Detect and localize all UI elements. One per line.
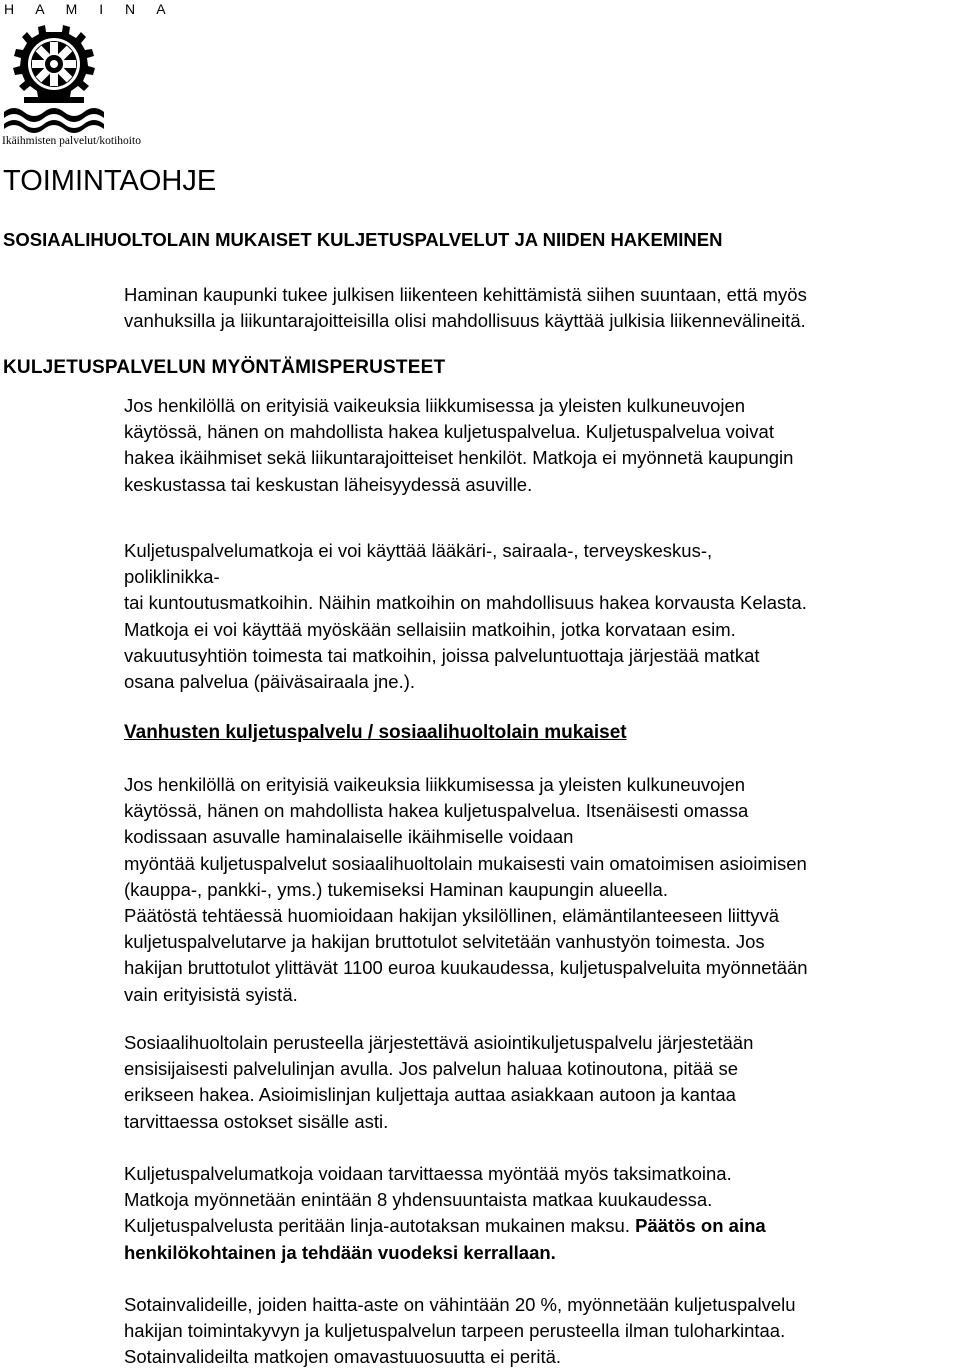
paragraph-line: kuljetuspalvelutarve ja hakijan bruttotulot selvitetään vanhustyön toimesta. Jos: [124, 931, 765, 953]
intro-line: Haminan kaupunki tukee julkisen liikenteen kehittämistä siihen suuntaan, että myös: [124, 284, 807, 305]
intro-line: vanhuksilla ja liikuntarajoitteisilla olisi mahdollisuus käyttää julkisia liikennevälineitä.: [124, 310, 806, 331]
paragraph-line: keskustassa tai keskustan läheisyydessä asuville.: [124, 473, 533, 495]
paragraph-line: (kauppa-, pankki-, yms.) tukemiseksi Haminan kaupungin alueella.: [124, 878, 668, 900]
decision-note-bold: Päätös on aina: [635, 1215, 766, 1237]
paragraph-line: Matkoja ei voi käyttää myöskään sellaisiin matkoihin, jotka korvataan esim.: [124, 618, 736, 640]
logo-wordmark: H A M I N A: [4, 1, 175, 17]
paragraph-line: Sotainvalideilta matkojen omavastuuosuutta ei peritä.: [124, 1346, 562, 1368]
paragraph-line: Jos henkilöllä on erityisiä vaikeuksia liikkumisessa ja yleisten kulkuneuvojen: [124, 395, 746, 416]
paragraph-line: käytössä, hänen on mahdollista hakea kuljetuspalvelua. Kuljetuspalvelua voivat: [124, 421, 774, 443]
intro-paragraph: [124, 282, 960, 334]
paragraph-line: vain erityisistä syistä.: [124, 983, 298, 1005]
paragraph-line: osana palvelua (päiväsairaala jne.).: [124, 671, 416, 693]
section-paragraph-1: [124, 772, 960, 1008]
paragraph-line: myöntää kuljetuspalvelut sosiaalihuoltolain mukaisesti vain omatoimisen asioimisen: [124, 852, 807, 874]
criteria-paragraph-2: [124, 538, 960, 695]
paragraph-line: hakea ikäihmiset sekä liikuntarajoitteiset henkilöt. Matkoja ei myönnetä kaupungin: [124, 447, 794, 469]
paragraph-line: ensisijaisesti palvelulinjan avulla. Jos palvelun haluaa kotinoutona, pitää se: [124, 1058, 738, 1080]
paragraph-line: Sosiaalihuoltolain perusteella järjestettävä asiointikuljetuspalvelu järjestetään: [124, 1032, 754, 1053]
section-paragraph-4: [124, 1292, 960, 1371]
paragraph-line: Kuljetuspalvelumatkoja ei voi käyttää lääkäri-, sairaala-, terveyskeskus-,: [124, 540, 713, 561]
fee-text: Kuljetuspalvelusta peritään linja-autotaksan mukainen maksu.: [124, 1215, 630, 1237]
page-title: TOIMINTAOHJE: [3, 165, 217, 197]
paragraph-line: erikseen hakea. Asioimislinjan kuljettaja auttaa asiakkaan autoon ja kantaa: [124, 1084, 736, 1106]
paragraph-line: tai kuntoutusmatkoihin. Näihin matkoihin on mahdollisuus hakea korvausta Kelasta.: [124, 592, 807, 614]
paragraph-line: käytössä, hänen on mahdollista hakea kuljetuspalvelua. Itsenäisesti omassa: [124, 800, 749, 822]
section-paragraph-3: [124, 1161, 960, 1266]
paragraph-line: poliklinikka-: [124, 566, 220, 588]
paragraph-line: Matkoja myönnetään enintään 8 yhdensuuntaista matkaa kuukaudessa.: [124, 1189, 713, 1211]
criteria-paragraph-1: [124, 393, 960, 498]
paragraph-line: Jos henkilöllä on erityisiä vaikeuksia liikkumisessa ja yleisten kulkuneuvojen: [124, 774, 746, 795]
hamina-emblem-icon: [2, 22, 107, 134]
section-paragraph-2: [124, 1030, 960, 1135]
paragraph-line: hakijan toimintakyvyn ja kuljetuspalvelun tarpeen perusteella ilman tuloharkintaa.: [124, 1320, 786, 1342]
decision-note-bold-continued: henkilökohtainen ja tehdään vuodeksi kerrallaan.: [124, 1241, 556, 1263]
paragraph-line-mixed: [124, 1213, 960, 1239]
paragraph-line: Päätöstä tehtäessä huomioidaan hakijan yksilöllinen, elämäntilanteeseen liittyvä: [124, 905, 780, 927]
paragraph-line: kodissaan asuvalle haminalaiselle ikäihmiselle voidaan: [124, 826, 574, 848]
criteria-heading: KULJETUSPALVELUN MYÖNTÄMISPERUSTEET: [3, 357, 446, 378]
paragraph-line: tarvittaessa ostokset sisälle asti.: [124, 1110, 389, 1132]
department-caption: Ikäihmisten palvelut/kotihoito: [2, 135, 141, 147]
paragraph-line: Kuljetuspalvelumatkoja voidaan tarvittaessa myöntää myös taksimatkoina.: [124, 1163, 732, 1184]
document-subtitle: SOSIAALIHUOLTOLAIN MUKAISET KULJETUSPALVELUT JA NIIDEN HAKEMINEN: [3, 229, 723, 250]
section-heading: Vanhusten kuljetuspalvelu / sosiaalihuoltolain mukaiset: [124, 722, 627, 743]
paragraph-line: Sotainvalideille, joiden haitta-aste on vähintään 20 %, myönnetään kuljetuspalvelu: [124, 1294, 796, 1315]
paragraph-line: hakijan bruttotulot ylittävät 1100 euroa kuukaudessa, kuljetuspalveluita myönnetään: [124, 957, 808, 979]
paragraph-line: vakuutusyhtiön toimesta tai matkoihin, joissa palveluntuottaja järjestää matkat: [124, 644, 760, 666]
